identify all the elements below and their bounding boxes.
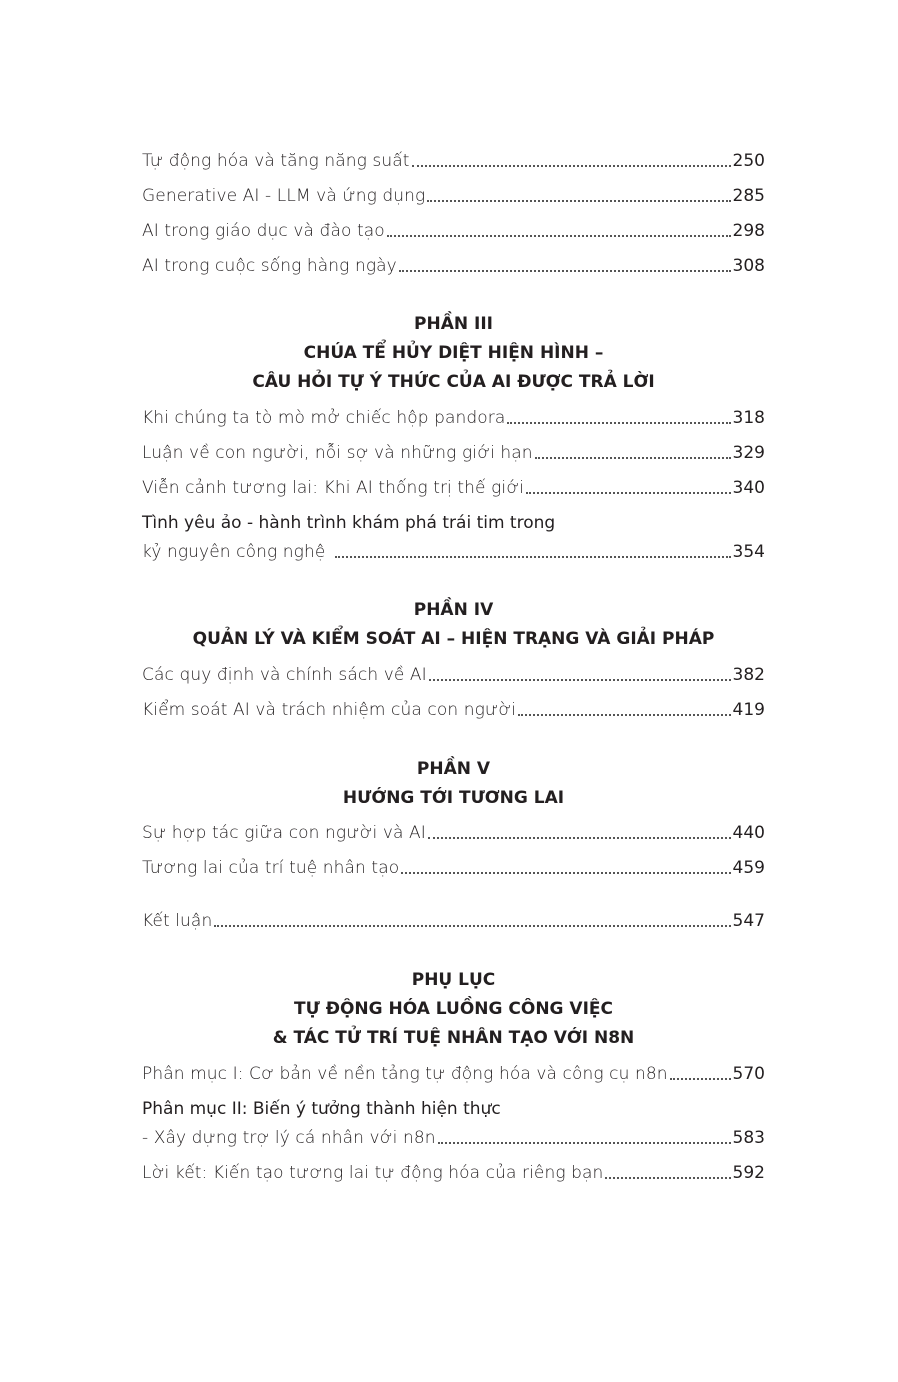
toc-entry-conclusion[interactable]	[142, 909, 765, 933]
entry-title-line1: Phân mục II: Biến ý tưởng thành hiện thực	[142, 1099, 501, 1119]
part-label: PHẦN IV	[413, 600, 494, 620]
dot-leader	[526, 492, 731, 494]
entry-title: AI trong giáo dục và đào tạo	[142, 221, 385, 241]
toc-entry[interactable]	[142, 254, 765, 278]
part-label: PHẦN III	[414, 314, 493, 334]
entry-page: 329	[732, 443, 765, 463]
entry-page: 354	[732, 542, 765, 562]
toc-entry[interactable]	[142, 406, 765, 430]
appendix-title: TỰ ĐỘNG HÓA LUỒNG CÔNG VIỆC	[294, 999, 613, 1019]
dot-leader	[427, 200, 730, 202]
entry-page: 382	[732, 665, 765, 685]
dot-leader	[518, 714, 731, 716]
entry-title: Kết luận	[142, 911, 213, 931]
entry-page: 583	[732, 1128, 765, 1148]
toc-entry[interactable]	[142, 1062, 765, 1086]
entry-title: Tự động hóa và tăng năng suất	[142, 151, 410, 171]
dot-leader	[438, 1142, 731, 1144]
entry-page: 547	[732, 911, 765, 931]
toc-entry[interactable]	[142, 1126, 765, 1150]
toc-entry[interactable]	[142, 441, 765, 465]
dot-leader	[214, 925, 730, 927]
dot-leader	[387, 235, 731, 237]
entry-page: 298	[732, 221, 765, 241]
toc-entry[interactable]	[142, 1161, 765, 1185]
entry-page: 459	[732, 858, 765, 878]
toc-entry[interactable]	[142, 149, 765, 173]
entry-title: AI trong cuộc sống hàng ngày	[142, 256, 397, 276]
toc-entry[interactable]	[142, 219, 765, 243]
dot-leader	[670, 1078, 731, 1080]
dot-leader	[399, 270, 731, 272]
part-title: CÂU HỎI TỰ Ý THỨC CỦA AI ĐƯỢC TRẢ LỜI	[252, 372, 655, 392]
entry-page: 250	[732, 151, 765, 171]
entry-title-line1: Tình yêu ảo - hành trình khám phá trái tim trong	[142, 513, 556, 533]
part-title: HƯỚNG TỚI TƯƠNG LAI	[342, 788, 565, 808]
entry-title: Luận về con người, nỗi sợ và những giới hạn	[142, 443, 533, 463]
dot-leader	[428, 837, 731, 839]
entry-page: 308	[732, 256, 765, 276]
toc-entry[interactable]	[142, 184, 765, 208]
dot-leader	[412, 165, 731, 167]
entry-page: 592	[732, 1163, 765, 1183]
entry-page: 285	[732, 186, 765, 206]
dot-leader	[507, 422, 730, 424]
appendix-title: & TÁC TỬ TRÍ TUỆ NHÂN TẠO VỚI N8N	[272, 1028, 635, 1048]
entry-page: 340	[732, 478, 765, 498]
entry-title: Lời kết: Kiến tạo tương lai tự động hóa của riêng bạn	[142, 1163, 604, 1183]
part-title: QUẢN LÝ VÀ KIỂM SOÁT AI – HIỆN TRẠNG VÀ GIẢI PHÁP	[192, 629, 715, 649]
toc-entry[interactable]	[142, 821, 765, 845]
part-label: PHẦN V	[416, 759, 491, 779]
entry-title: Viễn cảnh tương lai: Khi AI thống trị thế giới	[142, 478, 524, 498]
entry-page: 419	[732, 700, 765, 720]
toc-entry[interactable]	[142, 663, 765, 687]
toc-entry[interactable]	[142, 540, 765, 564]
entry-title: Generative AI - LLM và ứng dụng	[142, 186, 426, 206]
entry-title: kỷ nguyên công nghệ	[142, 542, 326, 562]
appendix-label: PHỤ LỤC	[411, 970, 496, 990]
dot-leader	[401, 872, 730, 874]
entry-title: - Xây dựng trợ lý cá nhân với n8n	[142, 1128, 436, 1148]
entry-title: Các quy định và chính sách về AI	[142, 665, 427, 685]
entry-title: Phân mục I: Cơ bản về nền tảng tự động hóa và công cụ n8n	[142, 1064, 668, 1084]
entry-title: Kiểm soát AI và trách nhiệm của con người	[142, 700, 517, 720]
part-title: CHÚA TỂ HỦY DIỆT HIỆN HÌNH –	[303, 343, 604, 363]
entry-page: 318	[732, 408, 765, 428]
dot-leader	[605, 1177, 730, 1179]
toc-entry[interactable]	[142, 698, 765, 722]
entry-title: Tương lai của trí tuệ nhân tạo	[142, 858, 400, 878]
dot-leader	[429, 679, 731, 681]
toc-entry[interactable]	[142, 856, 765, 880]
entry-title: Khi chúng ta tò mò mở chiếc hộp pandora	[142, 408, 506, 428]
dot-leader	[535, 457, 731, 459]
entry-page: 570	[732, 1064, 765, 1084]
entry-page: 440	[732, 823, 765, 843]
toc-entry[interactable]	[142, 476, 765, 500]
dot-leader	[335, 556, 730, 558]
entry-title: Sự hợp tác giữa con người và AI	[142, 823, 426, 843]
